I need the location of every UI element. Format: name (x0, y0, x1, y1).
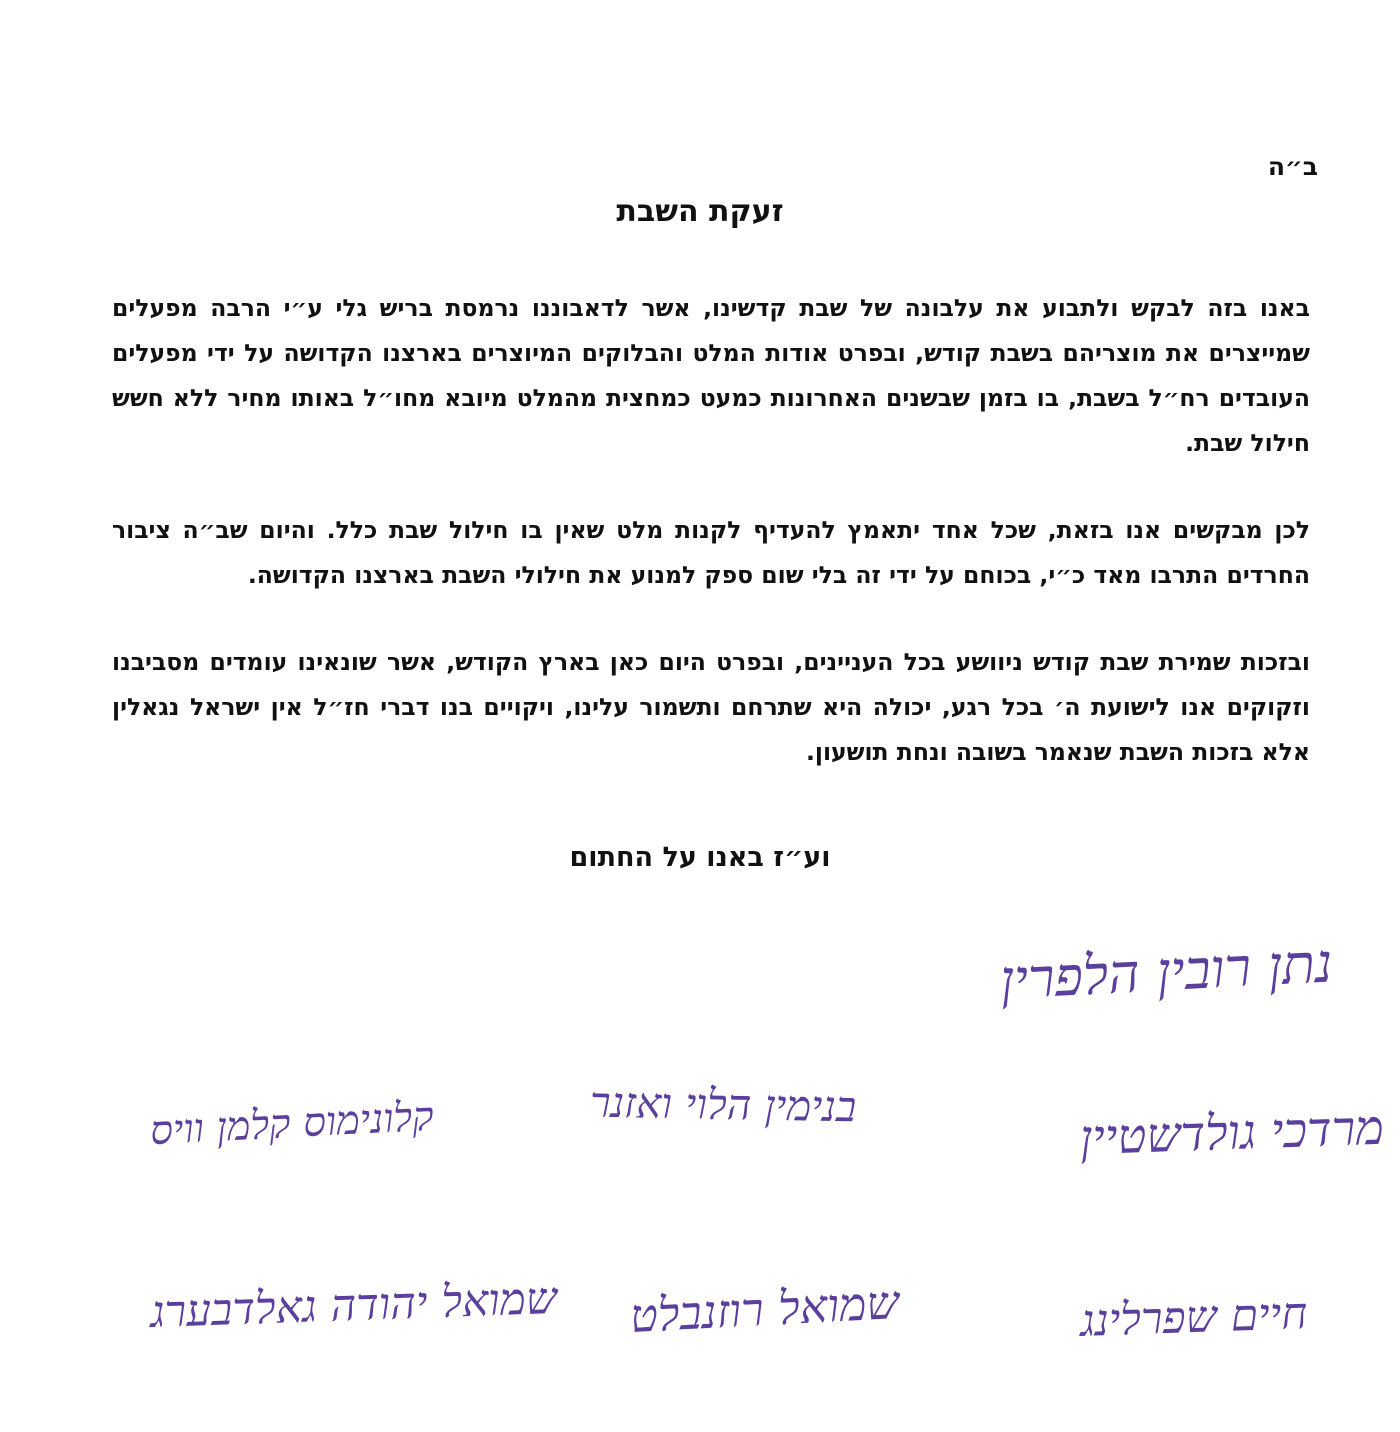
signature: קלונימוס קלמן וויס (149, 1093, 435, 1155)
document-title: זעקת השבת (616, 194, 784, 229)
signature: שמואל יהודה גאלדבערג (149, 1272, 558, 1339)
signature: נתן רובין הלפרין (998, 931, 1334, 1012)
signature: מרדכי גולדשטיין (1079, 1099, 1385, 1167)
signature: חיים שפרלינג (1079, 1288, 1309, 1347)
signature: שמואל רוזנבלט (628, 1274, 901, 1344)
signature-block (0, 930, 1400, 1410)
paragraph: לכן מבקשים אנו בזאת, שכל אחד יתאמץ להעדיף לקנות מלט שאין בו חילול שבת כלל. והיום שב״ה ציבור החרדים התרבו מאד כ״י, בכוחם על ידי זה בלי שום ספק למנוע את חילולי השבת בארצנו הקדושה. (112, 516, 1310, 589)
paragraph: ובזכות שמירת שבת קודש ניוושע בכל העניינים, ובפרט היום כאן בארץ הקודש, אשר שונאינו עומדים מסביבנו וזקוקים אנו לישועת ה׳ בכל רגע, יכולה היא שתרחם ותשמור עלינו, ויקויים בנו דברי חז״ל אין ישראל נגאלין אלא בזכות השבת שנאמר בשובה ונחת תושעון. (112, 648, 1310, 766)
closing-line: וע״ז באנו על החתום (569, 842, 831, 873)
paragraph: באנו בזה לבקש ולתבוע את עלבונה של שבת קדשינו, אשר לדאבוננו נרמסת בריש גלי ע״י הרבה מפעלים שמייצרים את מוצריהם בשבת קודש, ובפרט אודות המלט והבלוקים המיוצרים בארצנו הקדושה על ידי מפעלים העובדים רח״ל בשבת, בו בזמן שבשנים האחרונות כמעט כמחצית מהמלט מיובא מחו״ל באותו מחיר ללא חשש חילול שבת. (112, 294, 1310, 457)
header-abbreviation: ב״ה (1267, 152, 1318, 181)
document-body (112, 286, 1310, 817)
signature: בנימין הלוי ואזנר (589, 1077, 857, 1132)
